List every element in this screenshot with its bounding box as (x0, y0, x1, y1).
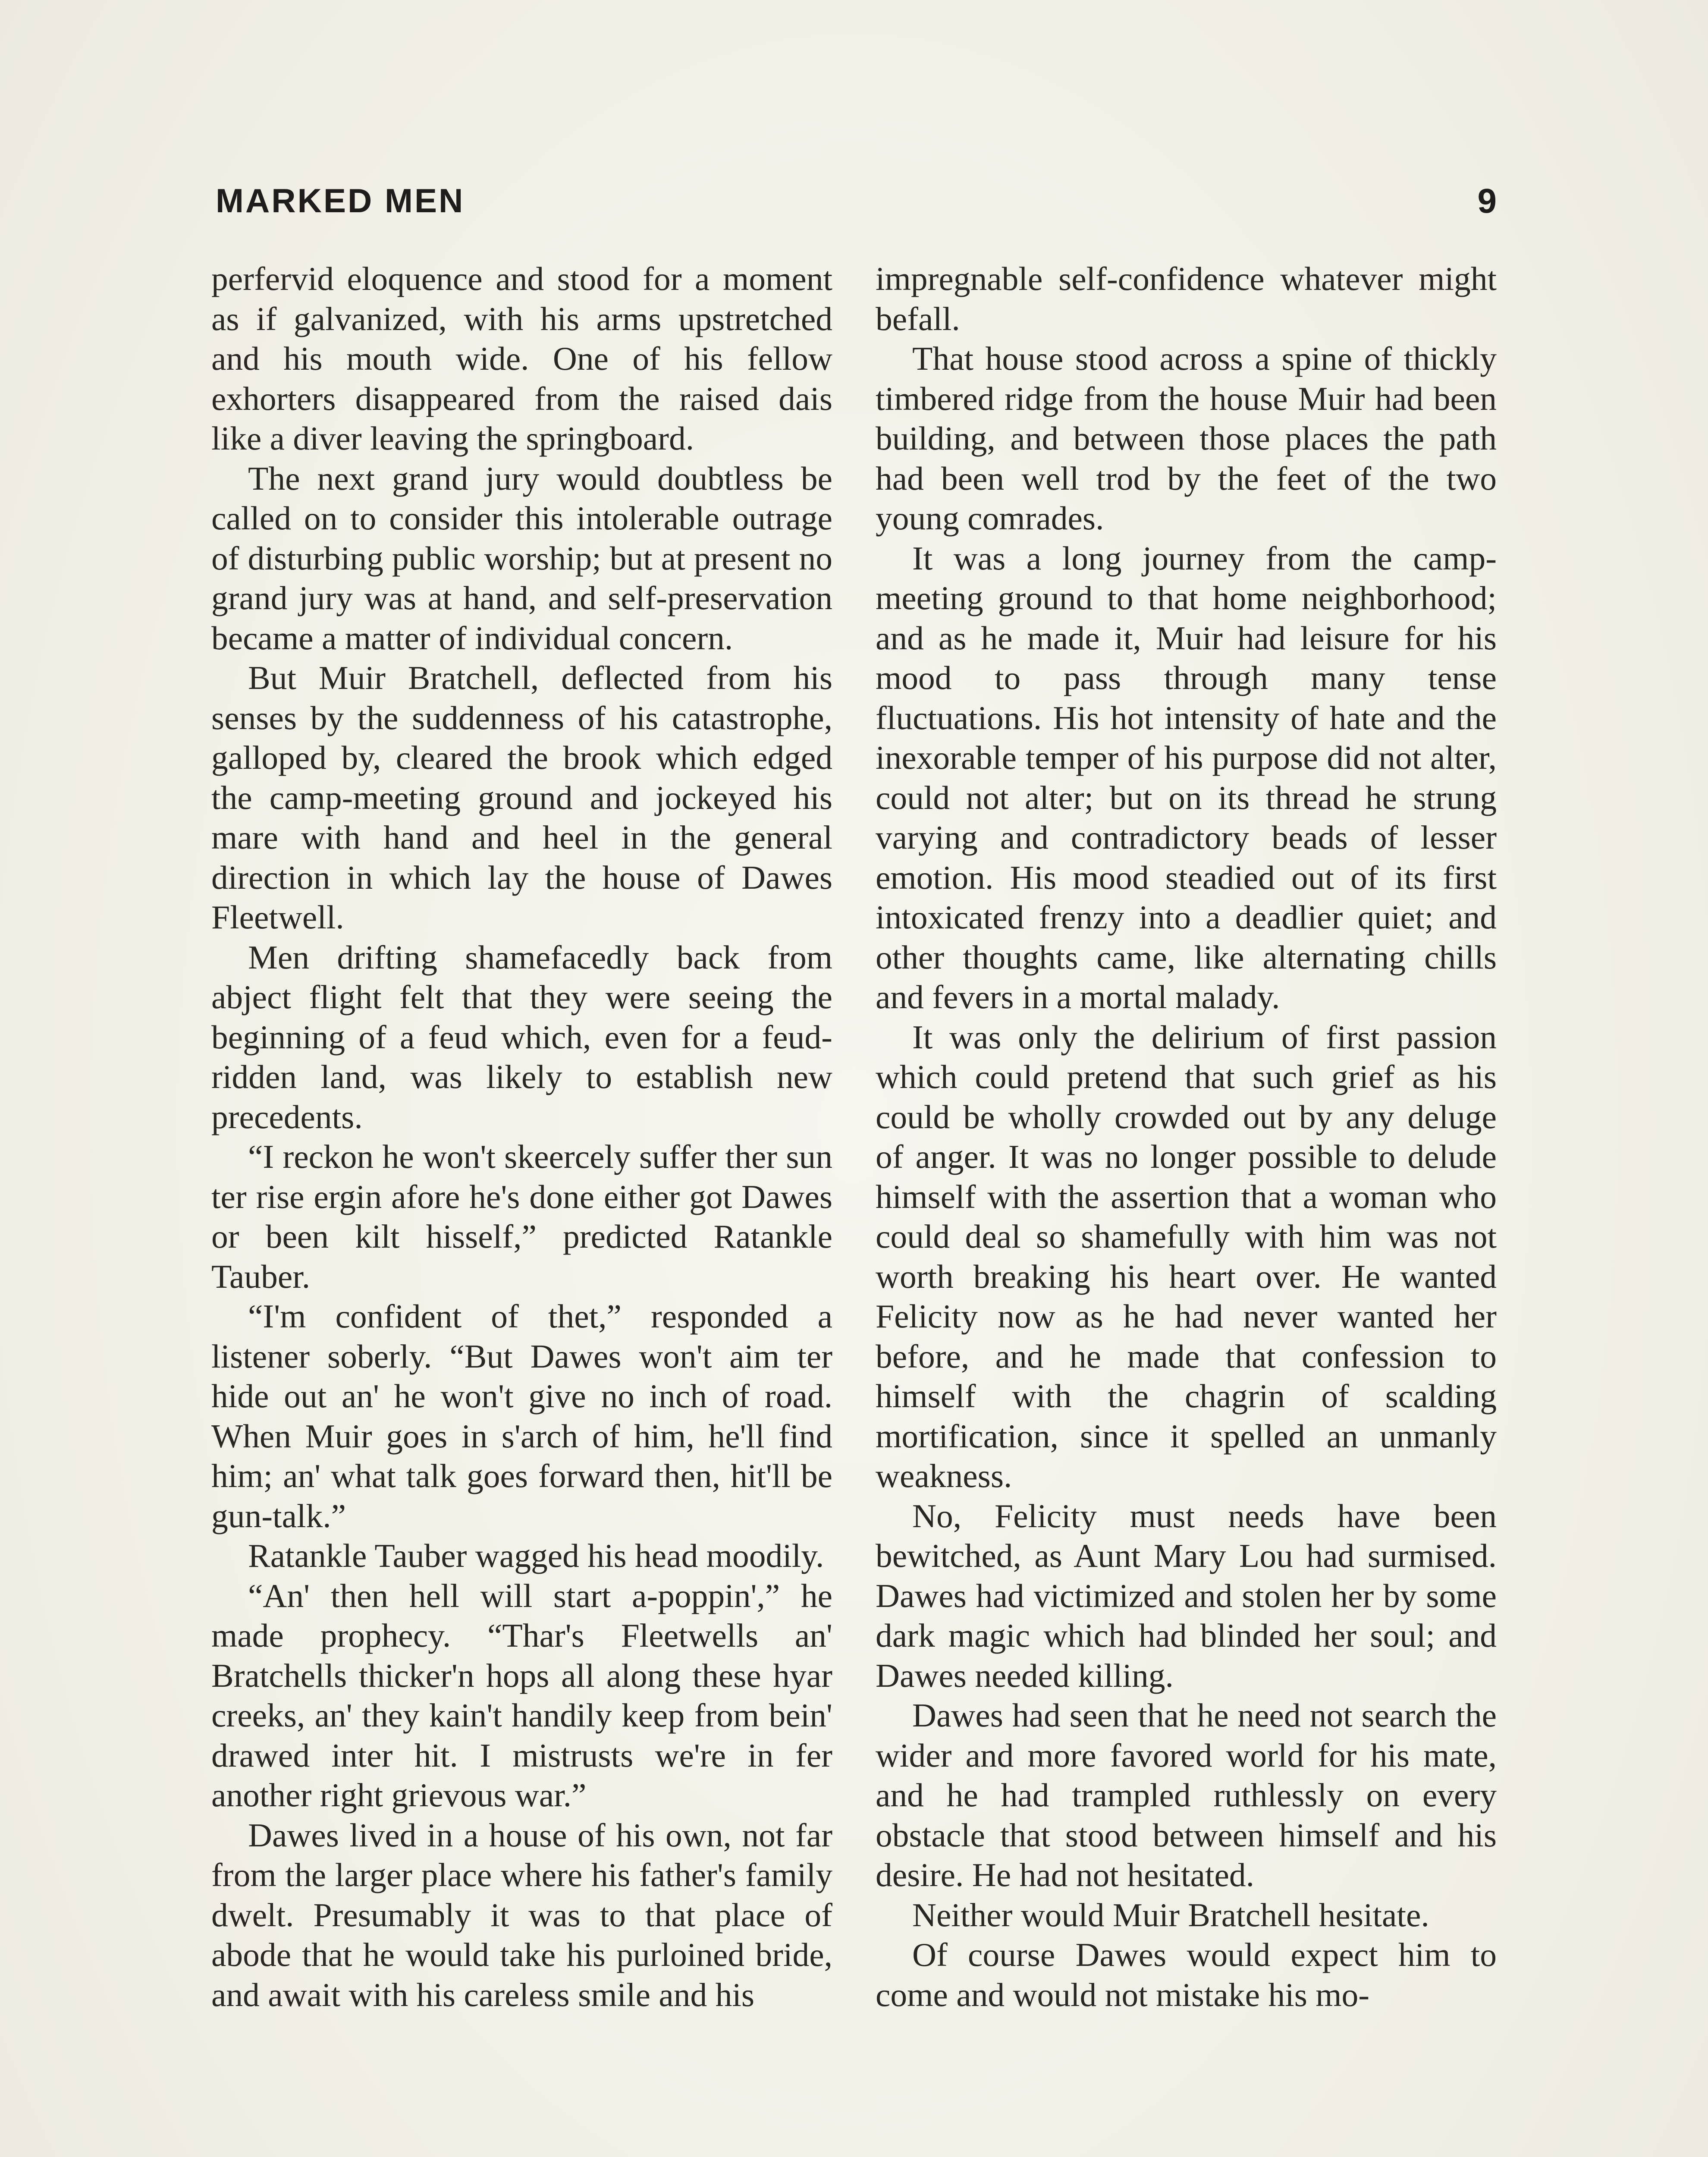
page-header (216, 181, 1497, 233)
paragraph: Of course Dawes would expect him to come and would not mistake his mo- (876, 1936, 1497, 2013)
paragraph: impregnable self-confidence whatever might befall. (876, 260, 1497, 337)
paragraph: Ratankle Tauber wagged his head moodily. (248, 1537, 824, 1574)
paragraph: “An' then hell will start a-poppin',” he made prophecy. “Thar's Fleetwells an' Bratchells thicker'n hops all along these hyar creeks, an' they kain't handily keep from bein' drawed inter hit. I mistrusts we're in fer another right grievous war.” (211, 1577, 832, 1814)
left-column (211, 259, 832, 2015)
paragraph: Dawes had seen that he need not search the wider and more favored world for his mate, and he had trampled ruthlessly on every obstacle that stood between himself and his desire. He had not hesitated. (876, 1697, 1497, 1893)
paragraph: It was only the delirium of first passion which could pretend that such grief as his could be wholly crowded out by any deluge of anger. It was no longer possible to delude himself with the assertion that a woman who could deal so shamefully with him was not worth breaking his heart over. He wanted Felicity now as he had never wanted her before, and he made that confession to himself with the chagrin of scalding mortification, since it spelled an unmanly weakness. (876, 1018, 1497, 1494)
paragraph: But Muir Bratchell, deflected from his senses by the suddenness of his catastrophe, galloped by, cleared the brook which edged the camp-meeting ground and jockeyed his mare with hand and heel in the general direction in which lay the house of Dawes Fleetwell. (211, 659, 832, 936)
paragraph: The next grand jury would doubtless be called on to consider this intolerable outrage of disturbing public worship; but at present no grand jury was at hand, and self-preservation became a matter of individual concern. (211, 459, 832, 657)
paragraph: Men drifting shamefacedly back from abject flight felt that they were seeing the beginning of a feud which, even for a feud-ridden land, was likely to establish new precedents. (211, 938, 832, 1135)
paragraph: Dawes lived in a house of his own, not far from the larger place where his father's family dwelt. Presumably it was to that place of abode that he would take his purloined bride, and await with his careless smile and his (211, 1816, 832, 2013)
paragraph: “I'm confident of thet,” responded a listener soberly. “But Dawes won't aim ter hide out an' he won't give no inch of road. When Muir goes in s'arch of him, he'll find him; an' what talk goes forward then, hit'll be gun-talk.” (211, 1298, 832, 1534)
paragraph: That house stood across a spine of thickly timbered ridge from the house Muir had been building, and between those places the path had been well trod by the feet of the two young comrades. (876, 340, 1497, 537)
paragraph: “I reckon he won't skeercely suffer ther sun ter rise ergin afore he's done either got Dawes or been kilt hisself,” predicted Ratankle Tauber. (211, 1138, 832, 1295)
paragraph: It was a long journey from the camp-meeting ground to that home neighborhood; and as he made it, Muir had leisure for his mood to pass through many tense fluctuations. His hot intensity of hate and the inexorable temper of his purpose did not alter, could not alter; but on its thread he strung varying and contradictory beads of lesser emotion. His mood steadied out of its first intoxicated frenzy into a deadlier quiet; and other thoughts came, like alternating chills and fevers in a mortal malady. (876, 539, 1497, 1016)
right-column (876, 259, 1497, 2015)
paragraph: No, Felicity must needs have been bewitched, as Aunt Mary Lou had surmised. Dawes had victimized and stolen her by some dark magic which had blinded her soul; and Dawes needed killing. (876, 1497, 1497, 1694)
running-head: MARKED MEN (216, 182, 465, 220)
paragraph: perfervid eloquence and stood for a moment as if galvanized, with his arms upstretched and his mouth wide. One of his fellow exhorters disappeared from the raised dais like a diver leaving the springboard. (211, 260, 832, 457)
page-number: 9 (1477, 182, 1497, 220)
paragraph: Neither would Muir Bratchell hesitate. (912, 1896, 1429, 1934)
